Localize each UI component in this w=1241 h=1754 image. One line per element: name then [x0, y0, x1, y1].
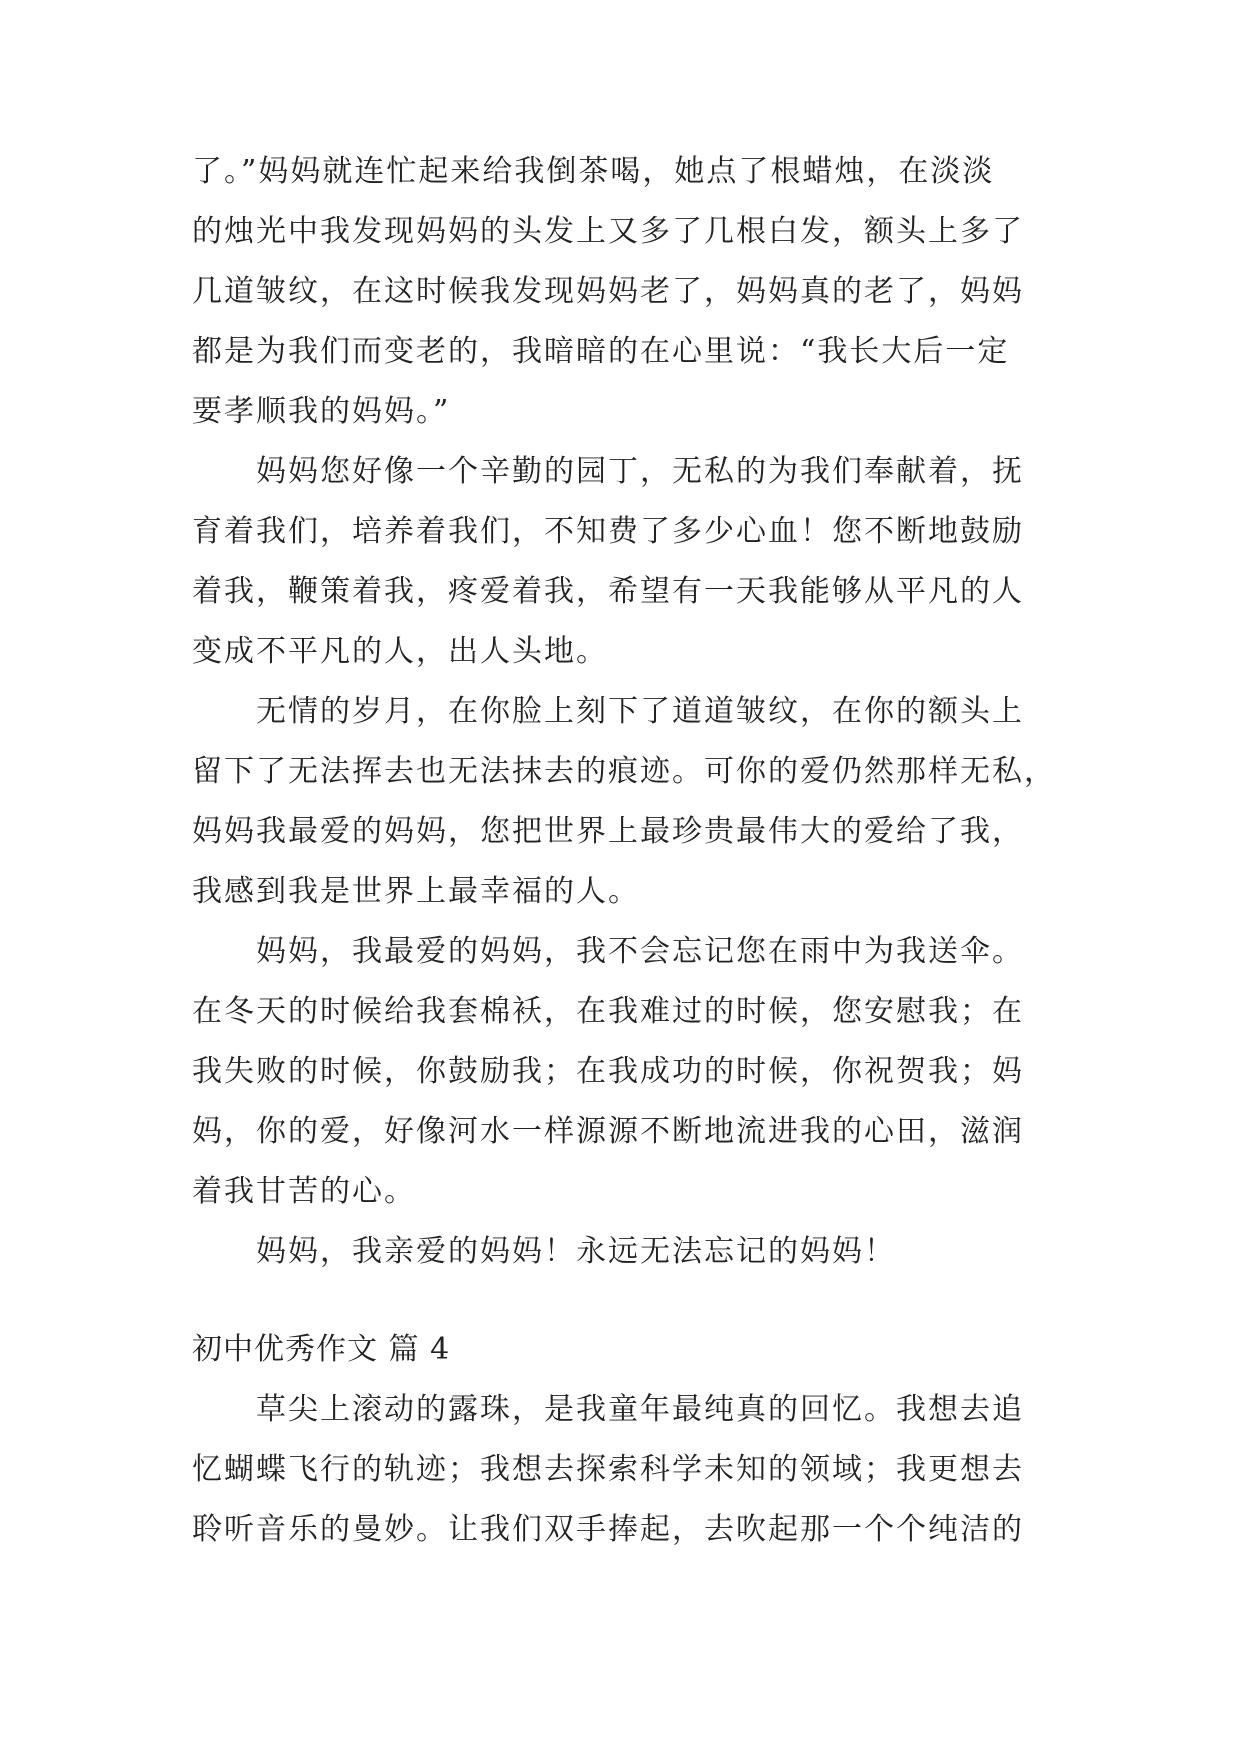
text-line: 着我甘苦的心。: [192, 1174, 416, 1209]
text-line: 我感到我是世界上最幸福的人。: [192, 874, 640, 909]
text-line: 变成不平凡的人，出人头地。: [192, 634, 608, 669]
text-line: 妈，你的爱，好像河水一样源源不断地流进我的心田，滋润: [192, 1114, 1024, 1149]
text-line: 妈妈您好像一个辛勤的园丁，无私的为我们奉献着，抚: [192, 454, 1024, 489]
text-line: 要孝顺我的妈妈。”: [192, 394, 451, 429]
text-line: 我失败的时候，你鼓励我；在我成功的时候，你祝贺我；妈: [192, 1054, 1024, 1089]
text-line: 妈妈，我最爱的妈妈，我不会忘记您在雨中为我送伞。: [192, 934, 1024, 969]
section-heading: 初中优秀作文 篇 4: [192, 1332, 451, 1367]
text-line: 妈妈我最爱的妈妈，您把世界上最珍贵最伟大的爱给了我，: [192, 814, 1024, 849]
text-line: 都是为我们而变老的，我暗暗的在心里说：“我长大后一定: [192, 334, 1010, 369]
text-line: 妈妈，我亲爱的妈妈！永远无法忘记的妈妈！: [192, 1234, 896, 1269]
text-line: 草尖上滚动的露珠，是我童年最纯真的回忆。我想去追: [192, 1392, 1024, 1427]
text-line: 在冬天的时候给我套棉袄，在我难过的时候，您安慰我；在: [192, 994, 1024, 1029]
text-line: 忆蝴蝶飞行的轨迹；我想去探索科学未知的领域；我更想去: [192, 1452, 1024, 1487]
text-line: 几道皱纹，在这时候我发现妈妈老了，妈妈真的老了，妈妈: [192, 274, 1024, 309]
text-line: 聆听音乐的曼妙。让我们双手捧起，去吹起那一个个纯洁的: [192, 1512, 1024, 1547]
text-line: 着我，鞭策着我，疼爱着我，希望有一天我能够从平凡的人: [192, 574, 1024, 609]
text-line: 了。”妈妈就连忙起来给我倒茶喝，她点了根蜡烛，在淡淡: [192, 154, 995, 189]
text-line: 无情的岁月，在你脸上刻下了道道皱纹，在你的额头上: [192, 694, 1024, 729]
text-line: 的烛光中我发现妈妈的头发上又多了几根白发，额头上多了: [192, 214, 1024, 249]
text-line: 留下了无法挥去也无法抹去的痕迹。可你的爱仍然那样无私，: [192, 754, 1056, 789]
text-line: 育着我们，培养着我们，不知费了多少心血！您不断地鼓励: [192, 514, 1024, 549]
